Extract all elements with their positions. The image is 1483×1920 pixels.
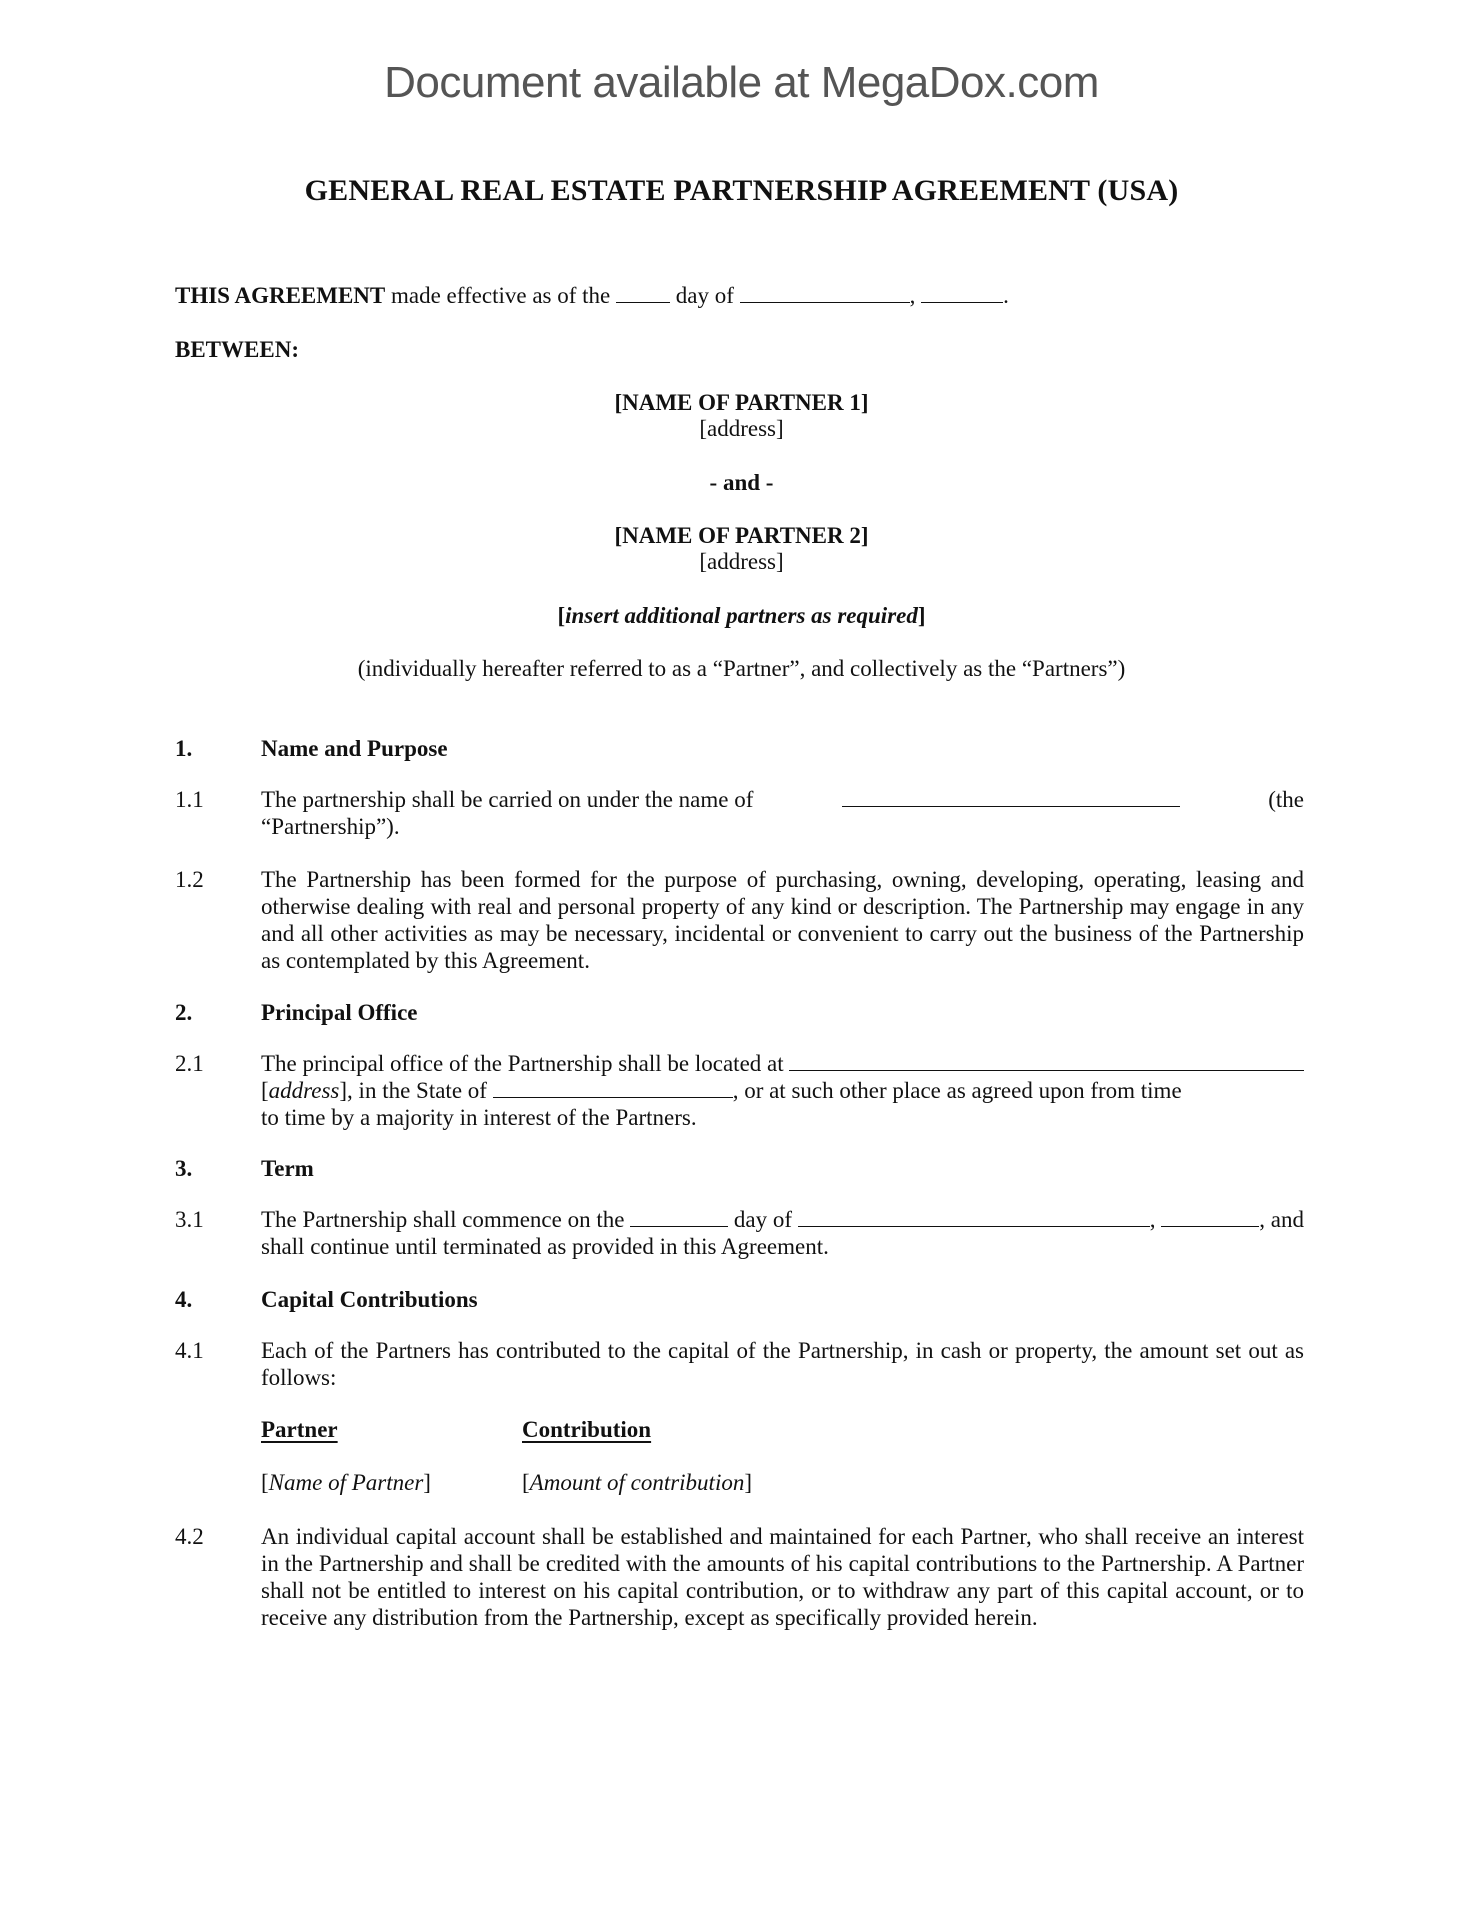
- section-2-number: 2.: [175, 1000, 193, 1025]
- and-separator: - and -: [709, 470, 774, 495]
- bracket-close: ]: [917, 603, 926, 628]
- partner-1-name: [NAME OF PARTNER 1]: [614, 390, 869, 415]
- bracket-close: ]: [744, 1470, 753, 1495]
- partnership-name-blank[interactable]: [842, 786, 1180, 807]
- commence-year-blank[interactable]: [1161, 1206, 1259, 1227]
- clause-1-2-text: The Partnership has been formed for the purpose of purchasing, owning, developing, operating, leasing and otherwise dealing with real and personal property of any kind or description. The Partnership may engage in any and all other activities as may be necessary, incidental or convenient to carry out the business of the Partnership as contemplated by this Agreement.: [261, 867, 1304, 973]
- year-blank[interactable]: [921, 282, 1003, 303]
- partner-2-address: [address]: [699, 549, 784, 574]
- clause-1-1-text-b: (the: [1268, 787, 1304, 812]
- month-blank[interactable]: [740, 282, 910, 303]
- clause-3-1-number: 3.1: [175, 1207, 204, 1232]
- table-header-contribution: Contribution: [522, 1417, 652, 1442]
- preamble-text-4: .: [1003, 283, 1009, 308]
- clause-1-1-number: 1.1: [175, 787, 204, 812]
- section-1-heading: Name and Purpose: [261, 736, 448, 761]
- clause-4-2-number: 4.2: [175, 1524, 204, 1549]
- partner-1-address: [address]: [699, 416, 784, 441]
- clause-3-1-text-e: shall continue until terminated as provided in this Agreement.: [261, 1234, 829, 1259]
- partner-definition: (individually hereafter referred to as a “Partner”, and collectively as the “Partners”): [357, 656, 1126, 681]
- section-3-number: 3.: [175, 1156, 193, 1181]
- clause-1-1: [261, 786, 1304, 840]
- clause-2-1-number: 2.1: [175, 1051, 204, 1076]
- partner-2-name: [NAME OF PARTNER 2]: [614, 523, 869, 548]
- preamble: [175, 282, 1009, 309]
- section-4-heading: Capital Contributions: [261, 1287, 478, 1312]
- clause-1-1-text-a: The partnership shall be carried on under the name of: [261, 787, 754, 812]
- additional-partners-text: insert additional partners as required: [565, 603, 918, 628]
- table-row-contribution: [522, 1469, 752, 1496]
- clause-3-1-text-d: , and: [1259, 1207, 1304, 1232]
- commence-day-blank[interactable]: [630, 1206, 728, 1227]
- clause-2-1: [261, 1050, 1304, 1131]
- office-address-blank[interactable]: [789, 1050, 1304, 1071]
- clause-3-1-text-b: day of: [728, 1207, 798, 1232]
- clause-4-1-text: Each of the Partners has contributed to the capital of the Partnership, in cash or property, the amount set out as follows:: [261, 1338, 1304, 1390]
- bracket-open: [: [261, 1470, 269, 1495]
- clause-1-1-text-c: “Partnership”).: [261, 814, 400, 839]
- additional-partners-note: [0, 602, 1483, 629]
- document-title: GENERAL REAL ESTATE PARTNERSHIP AGREEMENT (USA): [304, 174, 1179, 207]
- clause-2-1-text-c: , or at such other place as agreed upon from time: [732, 1078, 1182, 1103]
- preamble-text-2: day of: [670, 283, 740, 308]
- section-1-number: 1.: [175, 736, 193, 761]
- clause-3-1-text-c: ,: [1149, 1207, 1162, 1232]
- clause-2-1-text-a: The principal office of the Partnership shall be located at: [261, 1051, 790, 1076]
- commence-month-blank[interactable]: [798, 1206, 1150, 1227]
- preamble-text-1: made effective as of the: [385, 283, 616, 308]
- preamble-text-3: ,: [909, 283, 922, 308]
- section-3-heading: Term: [261, 1156, 314, 1181]
- clause-4-1-number: 4.1: [175, 1338, 204, 1363]
- clause-2-1-text-b: ], in the State of: [339, 1078, 493, 1103]
- clause-3-1-text-a: The Partnership shall commence on the: [261, 1207, 631, 1232]
- clause-1-2-number: 1.2: [175, 867, 204, 892]
- preamble-lead: THIS AGREEMENT: [175, 283, 386, 308]
- clause-2-1-bracket-open: [: [261, 1078, 269, 1103]
- watermark-banner: Document available at MegaDox.com: [384, 58, 1099, 107]
- bracket-open: [: [557, 603, 566, 628]
- contribution-amount-placeholder: Amount of contribution: [529, 1470, 745, 1495]
- table-header-partner: Partner: [261, 1417, 338, 1442]
- section-2-heading: Principal Office: [261, 1000, 418, 1025]
- state-blank[interactable]: [493, 1077, 733, 1098]
- clause-4-2-text: An individual capital account shall be established and maintained for each Partner, who shall receive an interest in the Partnership and shall be credited with the amounts of his capital contributions to the Partnership. A Partner shall not be entitled to interest on his capital contribution, or to withdraw any part of this capital account, or to receive any distribution from the Partnership, except as specifically provided herein.: [261, 1524, 1304, 1630]
- between-label: BETWEEN:: [175, 337, 299, 362]
- bracket-close: ]: [423, 1470, 431, 1495]
- day-blank[interactable]: [616, 282, 670, 303]
- bracket-open: [: [522, 1470, 530, 1495]
- section-4-number: 4.: [175, 1287, 193, 1312]
- clause-2-1-text-d: to time by a majority in interest of the Partners.: [261, 1105, 697, 1130]
- table-row-partner: [261, 1469, 431, 1496]
- partner-name-placeholder: Name of Partner: [268, 1470, 424, 1495]
- clause-2-1-address-label: address: [268, 1078, 340, 1103]
- clause-3-1: [261, 1206, 1304, 1260]
